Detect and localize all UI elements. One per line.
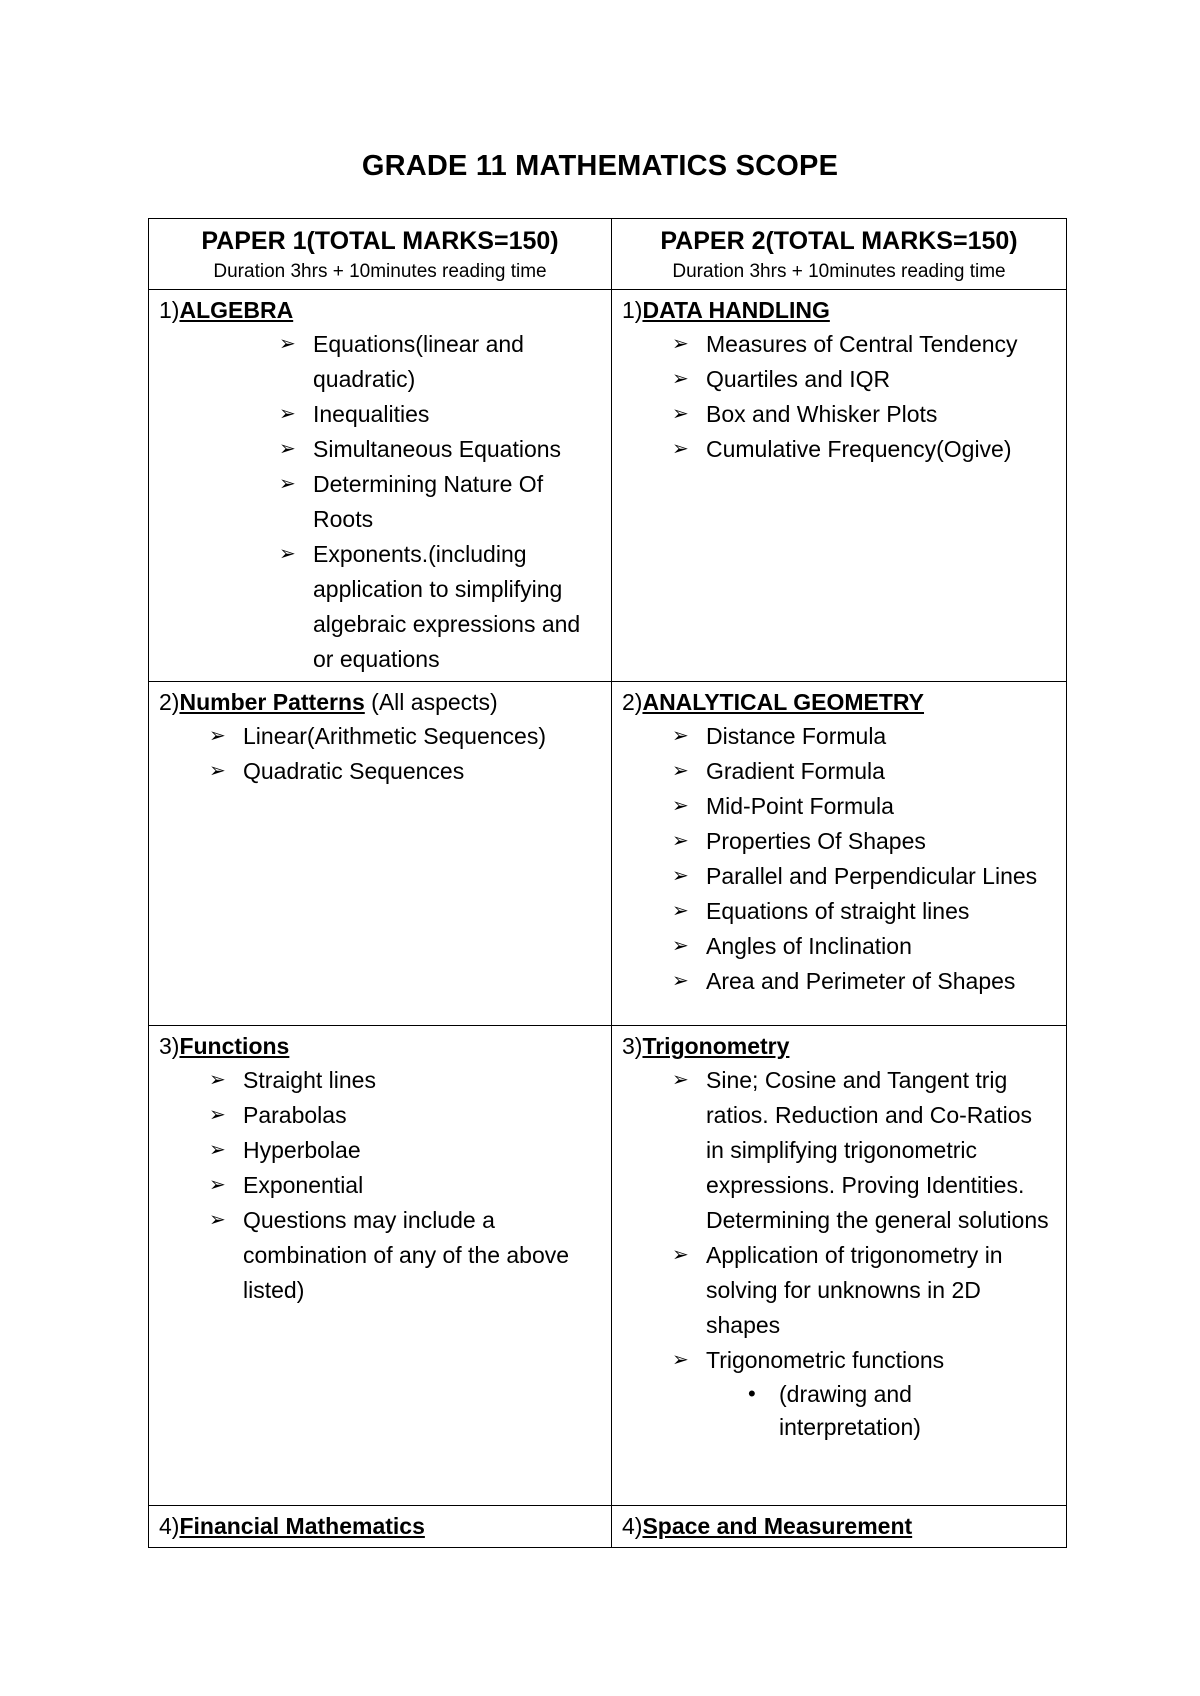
section-title: Financial Mathematics	[179, 1513, 425, 1539]
arrowhead-bullet-icon: ➢	[672, 830, 689, 852]
list-item: ➢ Equations(linear and quadratic)	[313, 327, 601, 397]
list-item: ➢ Quartiles and IQR	[706, 362, 1056, 397]
section-title: ALGEBRA	[179, 297, 294, 323]
section-title: Functions	[179, 1033, 290, 1059]
arrowhead-bullet-icon: ➢	[279, 473, 296, 495]
list-item: ➢ Application of trigonometry in solving for unknowns in 2D shapes	[706, 1238, 1056, 1343]
dot-bullet-icon: •	[748, 1381, 756, 1406]
arrowhead-bullet-icon: ➢	[672, 1349, 689, 1371]
list-item: ➢ Quadratic Sequences	[243, 754, 601, 789]
section-title: Number Patterns	[179, 689, 365, 715]
list-item: ➢ Area and Perimeter of Shapes	[706, 964, 1056, 999]
sub-topic-list	[706, 1378, 1056, 1444]
list-item: ➢ Sine; Cosine and Tangent trig ratios. Reduction and Co-Ratios in simplifying trigonometric expressions. Proving Identities. Determining the general solutions	[706, 1063, 1056, 1238]
section-number: 2)	[159, 689, 180, 715]
arrowhead-bullet-icon: ➢	[672, 1244, 689, 1266]
table-row	[149, 290, 1067, 682]
section-title: ANALYTICAL GEOMETRY	[642, 689, 925, 715]
paper1-header	[149, 219, 612, 290]
section-number: 3)	[159, 1033, 180, 1059]
list-item: ➢ Inequalities	[313, 397, 601, 432]
section-number: 4)	[622, 1513, 643, 1539]
list-item: ➢ Properties Of Shapes	[706, 824, 1056, 859]
list-item: ➢ Hyperbolae	[243, 1133, 601, 1168]
arrowhead-bullet-icon: ➢	[209, 760, 226, 782]
arrowhead-bullet-icon: ➢	[672, 970, 689, 992]
arrowhead-bullet-icon: ➢	[672, 900, 689, 922]
list-item: ➢ Questions may include a combination of any of the above listed)	[243, 1203, 601, 1308]
list-item: ➢ Exponential	[243, 1168, 601, 1203]
list-item: ➢ Simultaneous Equations	[313, 432, 601, 467]
section-note: (All aspects)	[364, 689, 498, 715]
topic-list	[159, 719, 601, 789]
topic-list	[159, 327, 601, 677]
arrowhead-bullet-icon: ➢	[672, 865, 689, 887]
topic-list	[622, 1063, 1056, 1444]
table-header-row	[149, 219, 1067, 290]
arrowhead-bullet-icon: ➢	[279, 333, 296, 355]
list-item: ➢ Box and Whisker Plots	[706, 397, 1056, 432]
arrowhead-bullet-icon: ➢	[672, 760, 689, 782]
topic-list	[622, 327, 1056, 467]
section-number: 4)	[159, 1513, 180, 1539]
arrowhead-bullet-icon: ➢	[672, 1069, 689, 1091]
list-item: ➢ Straight lines	[243, 1063, 601, 1098]
section-number: 2)	[622, 689, 643, 715]
page-title: GRADE 11 MATHEMATICS SCOPE	[361, 150, 839, 182]
topic-list	[622, 719, 1056, 999]
paper2-duration: Duration 3hrs + 10minutes reading time	[672, 261, 1006, 282]
topic-list	[159, 1063, 601, 1308]
paper2-section-analytical-geometry	[612, 682, 1067, 1026]
section-number: 1)	[159, 297, 180, 323]
arrowhead-bullet-icon: ➢	[279, 403, 296, 425]
paper2-heading: PAPER 2(TOTAL MARKS=150)	[660, 227, 1018, 255]
paper1-section-algebra	[149, 290, 612, 682]
table-row	[149, 682, 1067, 1026]
arrowhead-bullet-icon: ➢	[672, 333, 689, 355]
section-title: Space and Measurement	[642, 1513, 913, 1539]
list-item: ➢ Cumulative Frequency(Ogive)	[706, 432, 1056, 467]
list-item: ➢ Gradient Formula	[706, 754, 1056, 789]
section-title: Trigonometry	[642, 1033, 790, 1059]
section-number: 1)	[622, 297, 643, 323]
section-title: DATA HANDLING	[642, 297, 830, 323]
table-row	[149, 1026, 1067, 1506]
section-number: 3)	[622, 1033, 643, 1059]
scope-table	[148, 218, 1067, 1548]
list-item: ➢ Distance Formula	[706, 719, 1056, 754]
list-item: • (drawing and interpretation)	[779, 1378, 1056, 1444]
list-item: ➢ Determining Nature Of Roots	[313, 467, 601, 537]
paper1-duration: Duration 3hrs + 10minutes reading time	[213, 261, 547, 282]
table-row	[149, 1506, 1067, 1548]
paper2-section-space-and-measurement	[612, 1506, 1067, 1548]
arrowhead-bullet-icon: ➢	[209, 1209, 226, 1231]
arrowhead-bullet-icon: ➢	[672, 935, 689, 957]
arrowhead-bullet-icon: ➢	[672, 795, 689, 817]
list-item: ➢ Trigonometric functions • (drawing and interpretation)	[706, 1343, 1056, 1444]
arrowhead-bullet-icon: ➢	[672, 725, 689, 747]
arrowhead-bullet-icon: ➢	[279, 438, 296, 460]
list-item: ➢ Exponents.(including application to simplifying algebraic expressions and or equations	[313, 537, 601, 677]
arrowhead-bullet-icon: ➢	[279, 543, 296, 565]
list-item: ➢ Mid-Point Formula	[706, 789, 1056, 824]
arrowhead-bullet-icon: ➢	[209, 1139, 226, 1161]
arrowhead-bullet-icon: ➢	[209, 1104, 226, 1126]
list-item: ➢ Parabolas	[243, 1098, 601, 1133]
arrowhead-bullet-icon: ➢	[672, 368, 689, 390]
paper2-header	[612, 219, 1067, 290]
list-item: ➢ Linear(Arithmetic Sequences)	[243, 719, 601, 754]
arrowhead-bullet-icon: ➢	[672, 438, 689, 460]
list-item: ➢ Angles of Inclination	[706, 929, 1056, 964]
arrowhead-bullet-icon: ➢	[209, 1069, 226, 1091]
list-item: ➢ Equations of straight lines	[706, 894, 1056, 929]
paper2-section-data-handling	[612, 290, 1067, 682]
paper1-section-number-patterns	[149, 682, 612, 1026]
list-item: ➢ Parallel and Perpendicular Lines	[706, 859, 1056, 894]
paper1-heading: PAPER 1(TOTAL MARKS=150)	[201, 227, 559, 255]
paper2-section-trigonometry	[612, 1026, 1067, 1506]
arrowhead-bullet-icon: ➢	[209, 725, 226, 747]
list-item: ➢ Measures of Central Tendency	[706, 327, 1056, 362]
arrowhead-bullet-icon: ➢	[672, 403, 689, 425]
paper1-section-functions	[149, 1026, 612, 1506]
arrowhead-bullet-icon: ➢	[209, 1174, 226, 1196]
paper1-section-financial-mathematics	[149, 1506, 612, 1548]
